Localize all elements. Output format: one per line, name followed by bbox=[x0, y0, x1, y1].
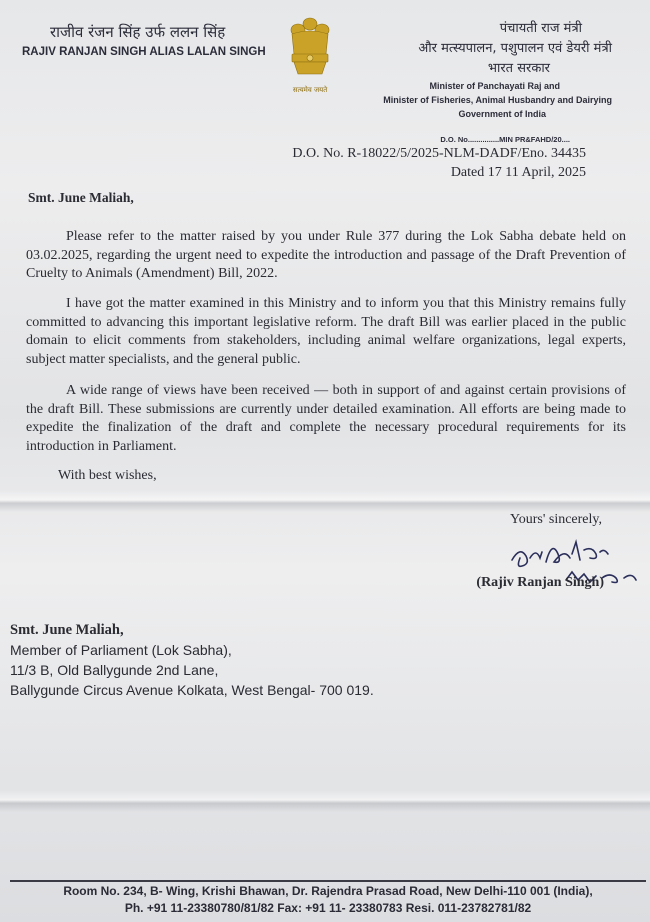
paragraph-3 bbox=[26, 382, 626, 456]
addressee-line-2: 11/3 B, Old Ballygunde 2nd Lane, bbox=[10, 662, 219, 678]
salutation: Smt. June Maliah, bbox=[28, 190, 134, 205]
paragraph-1 bbox=[26, 228, 626, 284]
sender-name-block bbox=[22, 22, 266, 58]
paragraph-2 bbox=[26, 295, 626, 369]
title-hindi-1: पंचायती राज मंत्री bbox=[499, 21, 582, 36]
title-hindi-3: भारत सरकार bbox=[487, 61, 550, 76]
paragraph-2-lead: I have got the matter examined in this Ministry and to inform you that this Ministry bbox=[66, 296, 547, 311]
do-number-template: D.O. No...............MIN PR&FAHD/20.... bbox=[440, 135, 570, 144]
paragraph-1-body: held on 03.02.2025, regarding the urgent need to expedite the introduction and passage of the Draft Prevention of Cruelty to Animals (Amendment) Bill, 2022. bbox=[26, 229, 626, 281]
footer-line-1: Room No. 234, B- Wing, Krishi Bhawan, Dr. Rajendra Prasad Road, New Delhi-110 001 (India), bbox=[63, 884, 593, 898]
addressee-line-1: Member of Parliament (Lok Sabha), bbox=[10, 642, 232, 658]
footer-rule bbox=[10, 880, 646, 882]
title-hindi-2: और मत्स्यपालन, पशुपालन एवं डेयरी मंत्री bbox=[418, 41, 612, 56]
letter-date: Dated 17 11 April, 2025 bbox=[450, 165, 586, 180]
paper-fold bbox=[0, 790, 650, 812]
closing-wishes: With best wishes, bbox=[58, 468, 157, 483]
title-english-3: Government of India bbox=[458, 109, 546, 119]
paragraph-3-lead: A wide range of views have been received — both in support of and against certain bbox=[66, 383, 548, 398]
minister-title-block bbox=[383, 18, 612, 144]
title-english-2: Minister of Fisheries, Animal Husbandry and Dairying bbox=[383, 95, 612, 105]
title-english-1: Minister of Panchayati Raj and bbox=[429, 81, 560, 91]
emblem-motto: सत्यमेव जयते bbox=[292, 86, 328, 94]
do-number: D.O. No. R-18022/5/2025-NLM-DADF/Eno. 34435 bbox=[292, 146, 586, 161]
signatory-name: (Rajiv Ranjan Singh) bbox=[476, 575, 604, 590]
addressee-name: Smt. June Maliah, bbox=[10, 622, 124, 638]
paragraph-2-body: remains fully committed to advancing this important legislative reform. The draft Bill was earlier placed in the public domain to elicit comments from stakeholders, including animal welfare organizations, legal experts, subject matter specialists, and the general public. bbox=[26, 296, 627, 367]
paper-fold bbox=[0, 490, 650, 512]
sender-name-english: RAJIV RANJAN SINGH ALIAS LALAN SINGH bbox=[22, 46, 266, 58]
footer-address bbox=[18, 883, 638, 917]
paragraph-1-lead: Please refer to the matter raised by you under Rule 377 during the Lok Sabha debate bbox=[66, 229, 576, 244]
footer-line-2: Ph. +91 11-23380780/81/82 Fax: +91 11- 23380783 Resi. 011-23782781/82 bbox=[124, 901, 532, 915]
addressee-block bbox=[10, 620, 374, 700]
sender-name-hindi: राजीव रंजन सिंह उर्फ ललन सिंह bbox=[50, 23, 226, 41]
reference-block bbox=[292, 144, 586, 182]
paragraph-3-body: provisions of the draft Bill. These submissions are currently under detailed examination. All efforts are being made to expedite the finalization of the draft and complete the necessary procedural requirements for its introduction in Parliament. bbox=[26, 383, 627, 454]
addressee-line-3: Ballygunde Circus Avenue Kolkata, West Bengal- 700 019. bbox=[10, 682, 374, 698]
valediction: Yours' sincerely, bbox=[510, 512, 602, 527]
national-emblem-icon bbox=[282, 14, 338, 98]
